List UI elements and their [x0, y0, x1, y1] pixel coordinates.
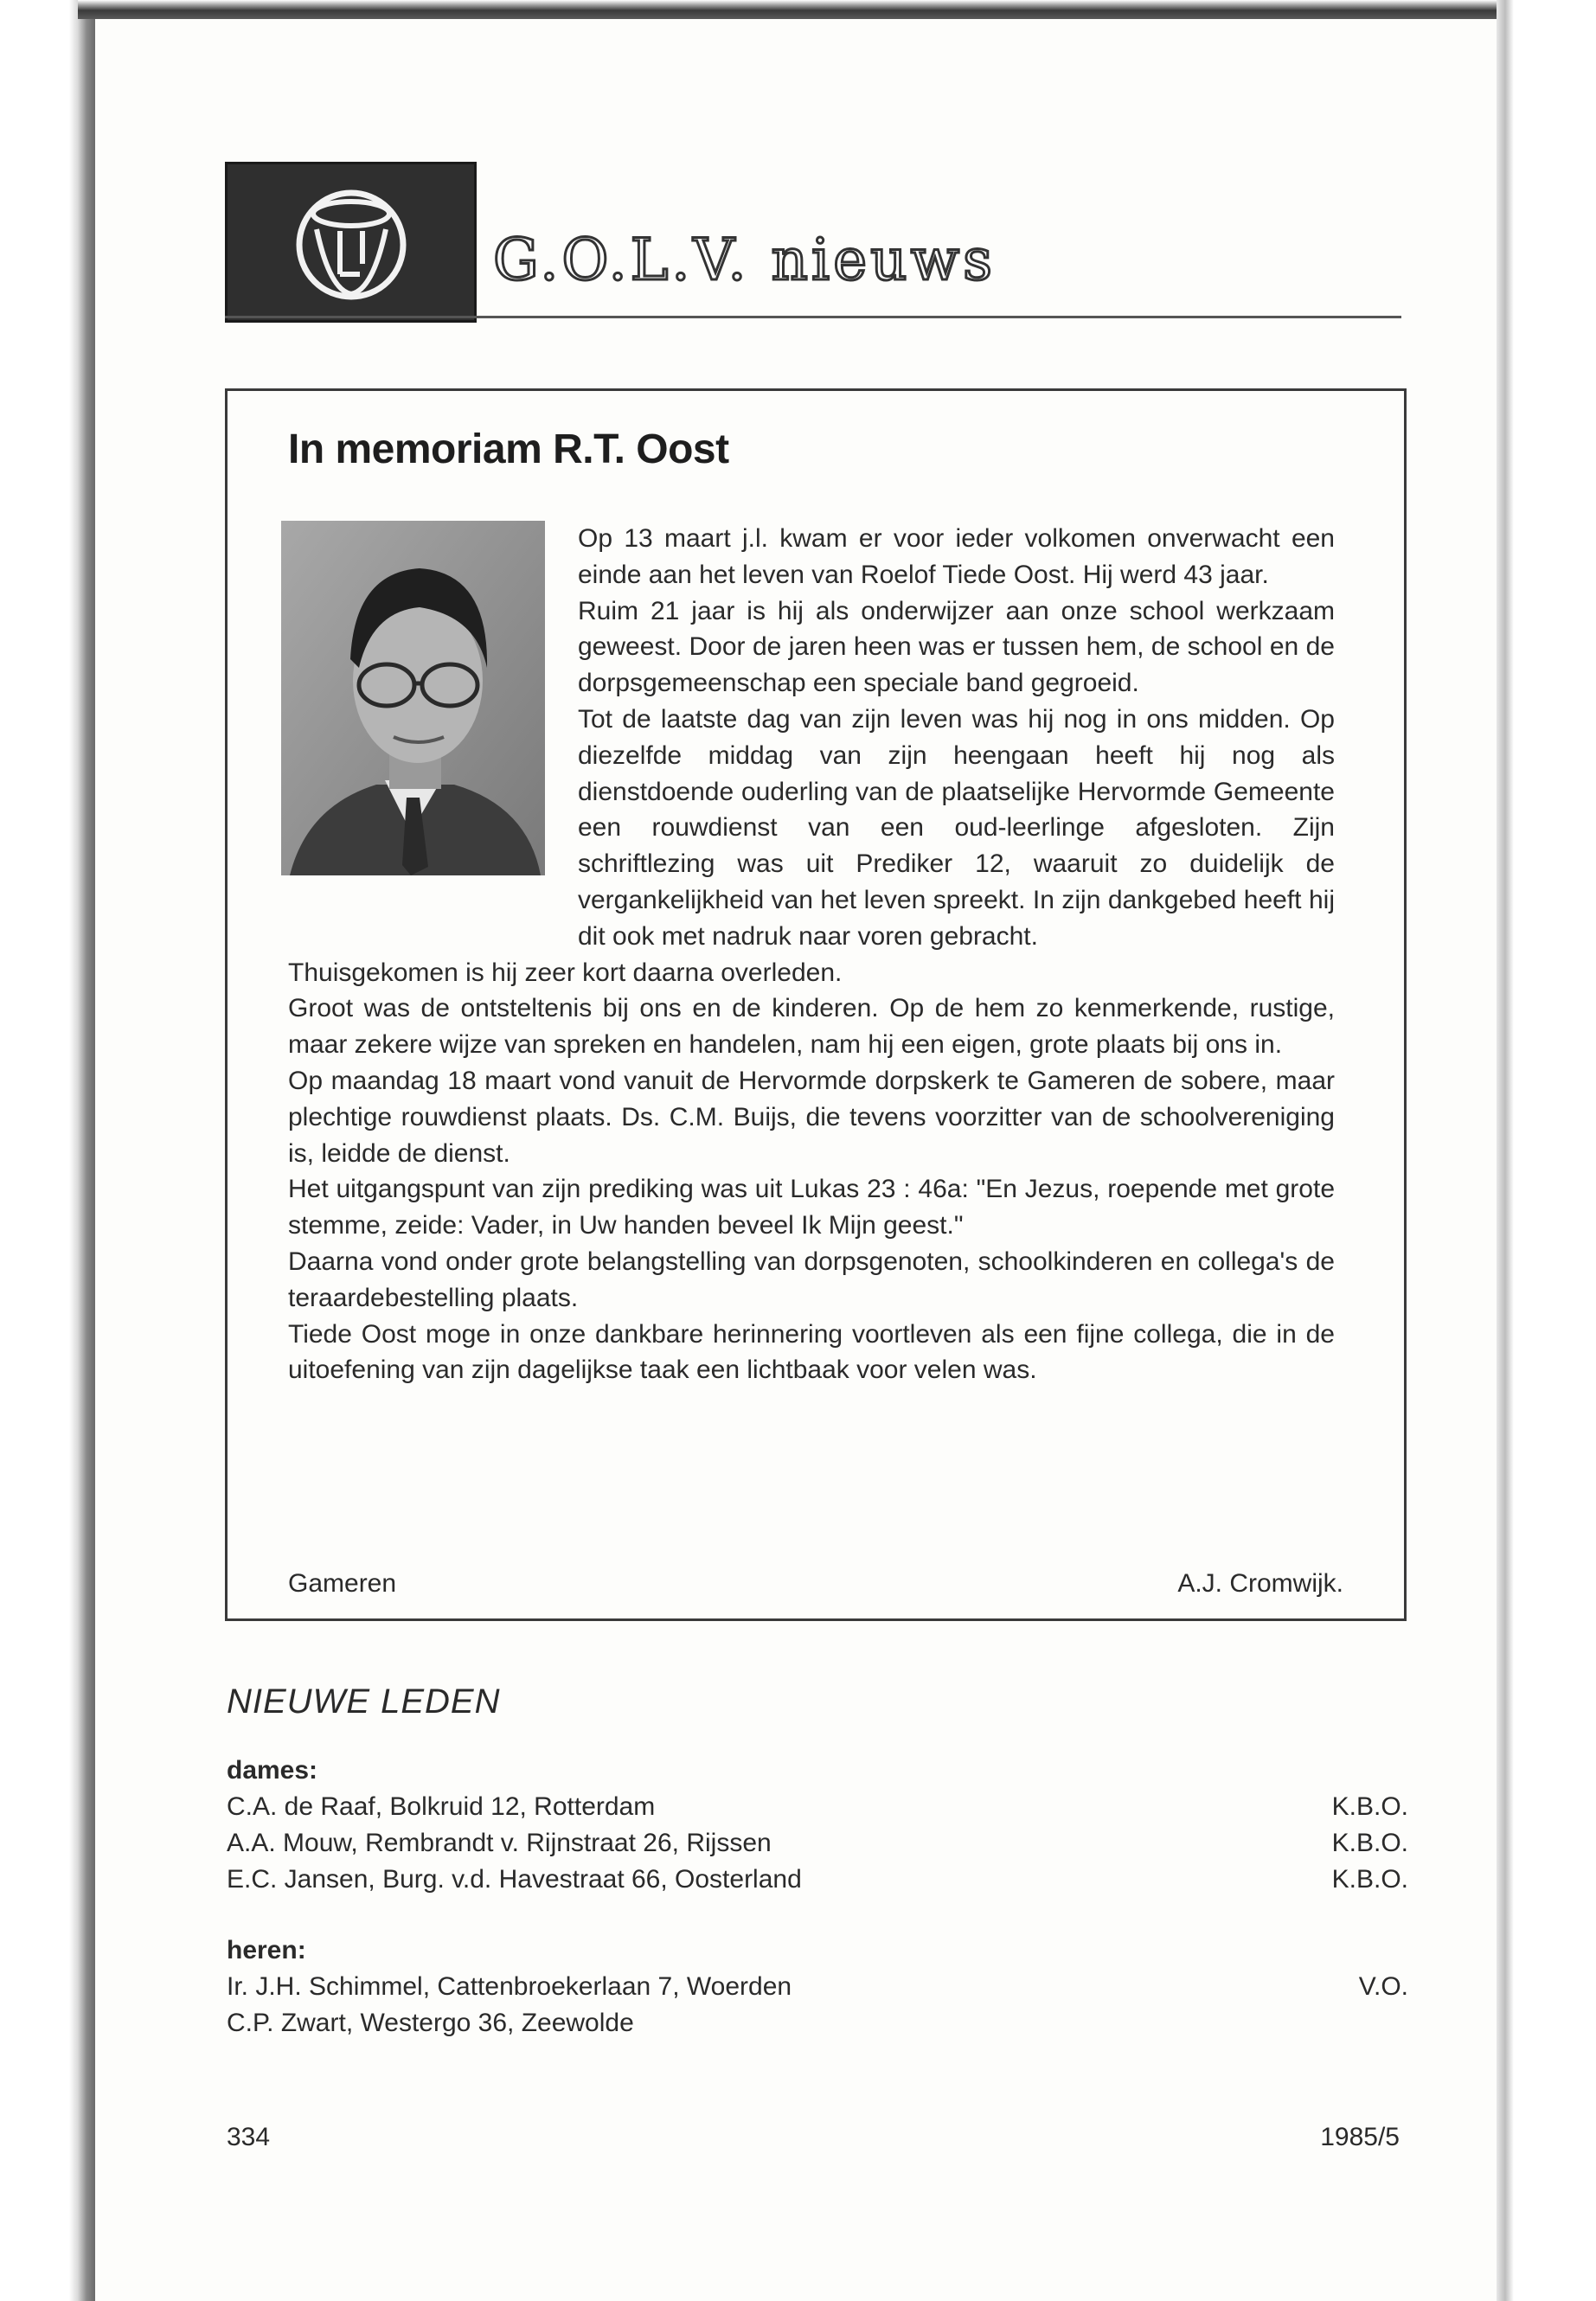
header-divider — [225, 316, 1401, 318]
memoriam-box — [225, 388, 1407, 1621]
member-row — [227, 2009, 1408, 2045]
page — [95, 19, 1497, 2301]
memoriam-title: In memoriam R.T. Oost — [288, 426, 729, 472]
new-members-title: NIEUWE LEDEN — [227, 1682, 501, 1721]
member-row — [227, 1829, 1408, 1865]
memoriam-paragraph: Daarna vond onder grote belangstelling van dorpsgenoten, schoolkinderen en collega's de teraardebestelling plaats. — [288, 1247, 1335, 1312]
issue-number: 1985/5 — [1320, 2123, 1400, 2151]
memoriam-paragraph: Ruim 21 jaar is hij als onderwijzer aan onze school werkzaam geweest. Door de jaren heen was er tussen hem, de school en de dorpsgemeenschap een speciale band gegroeid. — [578, 596, 1335, 698]
member-code: K.B.O. — [1331, 1792, 1408, 1821]
page-number: 334 — [227, 2123, 271, 2151]
signature-place: Gameren — [288, 1569, 397, 1598]
member-name: E.C. Jansen, Burg. v.d. Havestraat 66, Oosterland — [227, 1865, 802, 1894]
scan-edge-left — [0, 0, 95, 2301]
golv-logo — [225, 162, 477, 323]
member-code: K.B.O. — [1331, 1865, 1408, 1894]
memoriam-paragraph: Thuisgekomen is hij zeer kort daarna overleden. — [288, 958, 843, 987]
member-row — [227, 1972, 1408, 2009]
member-name: C.A. de Raaf, Bolkruid 12, Rotterdam — [227, 1792, 656, 1821]
masthead-title: G.O.L.V. nieuws — [493, 227, 997, 293]
member-code: K.B.O. — [1331, 1829, 1408, 1857]
group-label-heren: heren: — [227, 1936, 306, 1965]
golv-logo-icon — [278, 177, 425, 307]
member-row — [227, 1865, 1408, 1901]
member-code: V.O. — [1358, 1972, 1408, 2001]
member-name: Ir. J.H. Schimmel, Cattenbroekerlaan 7, Woerden — [227, 1972, 792, 2001]
memoriam-text — [288, 521, 1335, 1388]
memoriam-paragraph: Op 13 maart j.l. kwam er voor ieder volkomen onverwacht een einde aan het leven van Roelof Tiede Oost. Hij werd 43 jaar. — [578, 524, 1335, 589]
member-name: A.A. Mouw, Rembrandt v. Rijnstraat 26, Rijssen — [227, 1829, 772, 1857]
member-row — [227, 1792, 1408, 1829]
memoriam-paragraph: Tot de laatste dag van zijn leven was hij nog in ons midden. Op diezelfde middag van zijn heengaan heeft hij nog als dienstdoende ouderling van de plaatselijke Hervormde Gemeente een rouwdienst van een oud-leerlinge afgesloten. Zijn schriftlezing was uit Prediker 12, waaruit zo duidelijk de vergankelijkheid van het leven spreekt. In zijn dankgebed heeft hij dit ook met nadruk naar voren gebracht. — [578, 704, 1335, 951]
memoriam-paragraph: Op maandag 18 maart vond vanuit de Hervormde dorpskerk te Gameren de sobere, maar plechtige rouwdienst plaats. Ds. C.M. Buijs, die tevens voorzitter van de schoolvereniging is, leidde de dienst. — [288, 1066, 1335, 1168]
signature-author: A.J. Cromwijk. — [1177, 1569, 1343, 1598]
memoriam-paragraph: Groot was de ontsteltenis bij ons en de kinderen. Op de hem zo kenmerkende, rustige, maar zekere wijze van spreken en handelen, nam hij een eigen, grote plaats bij ons in. — [288, 994, 1335, 1060]
group-label-dames: dames: — [227, 1756, 318, 1785]
scan-edge-right — [1497, 0, 1514, 2301]
member-name: C.P. Zwart, Westergo 36, Zeewolde — [227, 2009, 634, 2037]
memoriam-paragraph: Het uitgangspunt van zijn prediking was uit Lukas 23 : 46a: "En Jezus, roepende met grote stemme, zeide: Vader, in Uw handen beveel Ik Mijn geest." — [288, 1175, 1335, 1240]
memoriam-paragraph: Tiede Oost moge in onze dankbare herinnering voortleven als een fijne collega, die in de uitoefening van zijn dagelijkse taak een lichtbaak voor velen was. — [288, 1319, 1335, 1385]
scan-edge-top — [78, 0, 1514, 19]
